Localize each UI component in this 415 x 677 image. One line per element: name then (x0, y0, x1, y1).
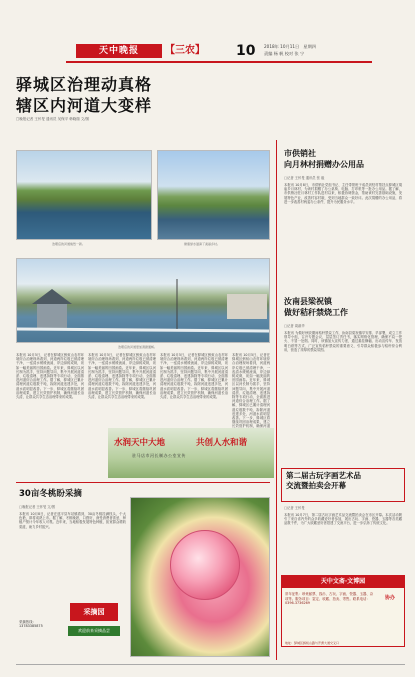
story-title-line: 第二届古玩字画艺术品 (286, 471, 361, 480)
story-byline: □记者 王怀旻 (284, 506, 305, 510)
lead-body-column-1: 本报讯 10月5日，记者在驿城区蚂蚁山农村环境综合治理现场看到，河道两岸垃圾已被清理干净，一泓清水缓缓流淌，岸边绿树成荫，宛如一幅美丽的田园画卷。近年来，驿城区以河长制为抓手，坚持问题导向，集中开展河道清淤、垃圾清理、违建拆除等专项行动，全面推进河道综合治理工作。据了解，驿城区已累计清理河道垃圾数千吨，拆除河道违建多处，河道水质明显改善。下一步，驿城区将继续巩固治理成果，建立长效管护机制，确保河道长治久清，让群众共享生态治理带来的成果。 (16, 353, 84, 400)
section-name: 【三农】 (165, 45, 205, 56)
photo-caption-1: 治理后的河道焕然一新。 (52, 242, 86, 246)
story-title-line: 汝南县梁祝镇 (284, 297, 332, 306)
lead-body-column-2: 本报讯 10月5日，记者在驿城区蚂蚁山农村环境综合治理现场看到，河道两岸垃圾已被清理干净，一泓清水缓缓流淌，岸边绿树成荫，宛如一幅美丽的田园画卷。近年来，驿城区以河长制为抓手，坚持问题导向，集中开展河道清淤、垃圾清理、违建拆除等专项行动，全面推进河道综合治理工作。据了解，驿城区已累计清理河道垃圾数千吨，拆除河道违建多处，河道水质明显改善。下一步，驿城区将继续巩固治理成果，建立长效管护机制，确保河道长治久清，让群众共享生态治理带来的成果。 (88, 353, 156, 400)
photo-caption-2: 健康绿水滋润了美丽乡村。 (184, 242, 221, 246)
river-photo-1 (16, 150, 152, 240)
ad-address: 地址：驿城区蚂蚁山路与开源大道交叉口 (285, 641, 340, 645)
picking-garden-stamp: 采摘园 (70, 603, 118, 621)
hotline-number: 13783385875 (19, 624, 43, 629)
ad-side-label: 协办 (384, 595, 395, 601)
story-title-line: 交流暨拍卖会开幕 (286, 481, 346, 490)
story-body: 本报讯 10月8日，市供销社党组书记、主任带领班子成员到驻村帮扶点驿城区胡庙乡月林村，为该村捐赠了办公桌椅、电脑、打印机等一批办公用品。据了解，市供销社驻月林村工作队进村以来，积极协调资金，帮助该村完善基础设施，发展特色产业，改善村容村貌，受到当地群众一致好评。此次捐赠的办公用品，将进一步改善村两委办公条件，提升为民服务水平。 (284, 183, 402, 204)
story-byline: □晚报记者 王怀旻 文/图 (19, 505, 55, 509)
page-number: 10 (236, 43, 256, 59)
story-byline: □记者 周淑华 (284, 324, 305, 328)
issue-date: 2018年 10月11日 星期四 (264, 44, 316, 49)
masthead (0, 0, 415, 58)
ad-title: 天中文斋·文博园 (281, 575, 405, 588)
story-title-supply-coop (284, 148, 402, 170)
peach-fruit (170, 530, 240, 600)
lead-headline (16, 74, 256, 116)
headline-line-2: 辖区内河道大变样 (16, 96, 153, 115)
story-title-straw-burning (284, 296, 402, 318)
lead-body-column-4: 本报讯 10月5日，记者在驿城区蚂蚁山农村环境综合治理现场看到，河道两岸垃圾已被清理干净，一泓清水缓缓流淌，岸边绿树成荫，宛如一幅美丽的田园画卷。近年来，驿城区以河长制为抓手，坚持问题导向，集中开展河道清淤、垃圾清理、违建拆除等专项行动，全面推进河道综合治理工作。据了解，驿城区已累计清理河道垃圾数千吨，拆除河道违建多处，河道水质明显改善。下一步，驿城区将继续巩固治理成果，建立长效管护机制，确保河道 (232, 353, 270, 429)
ad-body: 常年征集：珍贵邮票、钱币、古玩、字画、瓷器、玉器、杂项等。服务项目：鉴定、收藏、拍卖、寄售。联系电话：0396-3736269 (285, 592, 374, 606)
banner-slogan-2: 共创人水和谐 (196, 438, 248, 448)
river-photo-3 (16, 258, 270, 343)
story-title-line: 市供销社 (284, 149, 316, 158)
lead-byline: □晚报记者 王怀旻 通讯员 吴保平 韩晓瑞 文/图 (16, 117, 90, 121)
story-title-antiques-auction (286, 471, 404, 491)
paper-logo: 天中晚报 (76, 44, 162, 58)
column-divider (276, 140, 277, 660)
story-body: 本报讯 10月7日，第二届古玩字画艺术品交流暨拍卖会在市区开幕。本次活动吸引了来自省内外的众多收藏爱好者参加，展出古玩、字画、瓷器、玉器等各类藏品数千件，为广大收藏爱好者搭建了交流平台，进一步弘扬了传统文化。 (284, 513, 402, 526)
picking-invitation: 欢迎前来采摘品尝 (68, 626, 120, 636)
story-title-line: 做好秸秆禁烧工作 (284, 308, 348, 317)
footer-rule (16, 664, 405, 665)
river-scene-illustration (17, 259, 270, 343)
river-photo-2 (157, 150, 270, 240)
headline-line-1: 驿城区治理动真格 (16, 75, 153, 94)
banner-sponsor: 驻马店市河长制办公室宣传 (132, 453, 186, 458)
picking-hotline (19, 620, 69, 629)
photo-caption-3: 治理后的河道更加清澈通畅。 (118, 345, 158, 349)
masthead-divider (66, 61, 372, 63)
story-title-line: 向月林村捐赠办公用品 (284, 160, 364, 169)
section-divider (16, 482, 270, 483)
story-title-peaches: 30亩冬桃盼采摘 (19, 489, 82, 499)
hotline-label: 采摘热线： (19, 620, 36, 624)
lead-body-column-3: 本报讯 10月5日，记者在驿城区蚂蚁山农村环境综合治理现场看到，河道两岸垃圾已被清理干净，一泓清水缓缓流淌，岸边绿树成荫，宛如一幅美丽的田园画卷。近年来，驿城区以河长制为抓手，坚持问题导向，集中开展河道清淤、垃圾清理、违建拆除等专项行动，全面推进河道综合治理工作。据了解，驿城区已累计清理河道垃圾数千吨，拆除河道违建多处，河道水质明显改善。下一步，驿城区将继续巩固治理成果，建立长效管护机制，确保河道长治久清，让群众共享生态治理带来的成果。 (160, 353, 228, 400)
story-body: 本报讯 10月8日，记者在遂平县车站镇看到，30亩冬桃挂满枝头，个大色艳，即将成熟上市。据了解，冬桃晚熟，口感好，深受消费者喜爱，种植户预计今年收入可观。近年来，当地积极发展特色种植，拓宽群众增收渠道，助力乡村振兴。 (19, 512, 126, 529)
editor-credits: 责编 杨 帆 校对 张 宁 (264, 51, 305, 56)
banner-slogan-1: 水润天中大地 (114, 438, 166, 448)
story-byline: □记者 王怀旻 通讯员 张 毅 (284, 176, 325, 180)
story-body: 本报讯 为做好秋收期间秸秆禁烧工作，汝南县梁祝镇早安排、早部署，成立工作领导小组，召开专题会议，层层签订责任书，落实网格化管理，确保不烧一把火、不冒一处烟。同时，该镇加大宣传力度，通过悬挂横幅、出动宣传车、发放明白纸等方式，广泛宣传秸秆禁烧的重要意义，引导群众积极参与秸秆综合利用，营造了浓厚的禁烧氛围。 (284, 331, 402, 352)
